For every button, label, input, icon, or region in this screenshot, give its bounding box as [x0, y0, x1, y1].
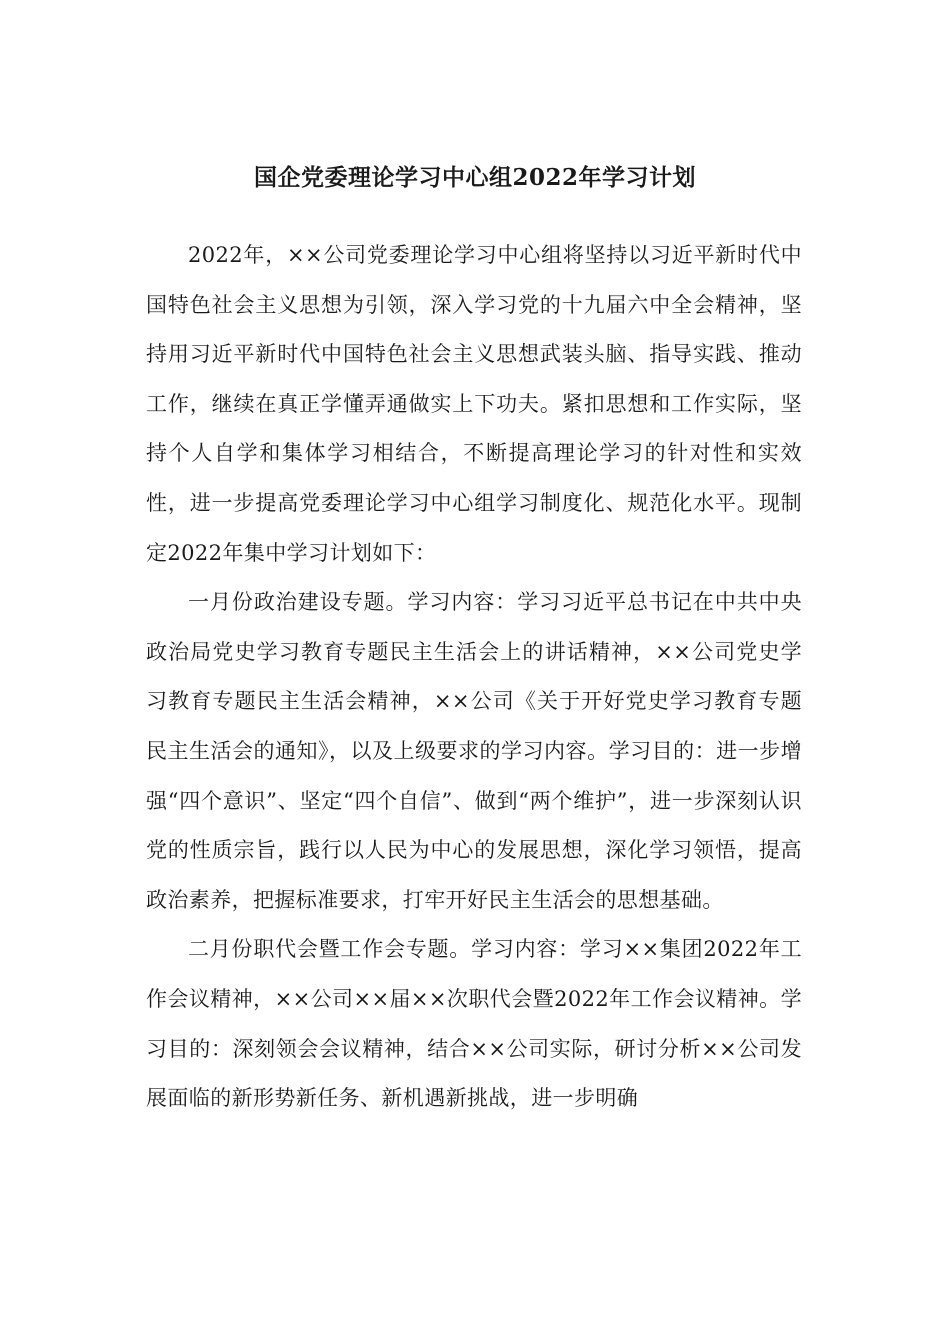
intro-paragraph: 2022年，××公司党委理论学习中心组将坚持以习近平新时代中国特色社会主义思想为引领，深入学习党的十九届六中全会精神，坚持用习近平新时代中国特色社会主义思想武装头脑、指导实践、推动工作，继续在真正学懂弄通做实上下功夫。紧扣思想和工作实际，坚持个人自学和集体学习相结合，不断提高理论学习的针对性和实效性，进一步提高党委理论学习中心组学习制度化、规范化水平。现制定2022年集中学习计划如下： — [146, 243, 802, 565]
document-body — [146, 231, 802, 1124]
january-paragraph: 一月份政治建设专题。学习内容：学习习近平总书记在中共中央政治局党史学习教育专题民主生活会上的讲话精神，××公司党史学习教育专题民主生活会精神，××公司《关于开好党史学习教育专题民主生活会的通知》，以及上级要求的学习内容。学习目的：进一步增强“四个意识”、坚定“四个自信”、做到“两个维护”，进一步深刻认识党的性质宗旨，践行以人民为中心的发展思想，深化学习领悟，提高政治素养，把握标准要求，打牢开好民主生活会的思想基础。 — [146, 590, 802, 912]
february-paragraph: 二月份职代会暨工作会专题。学习内容：学习××集团2022年工作会议精神，××公司××届××次职代会暨2022年工作会议精神。学习目的：深刻领会会议精神，结合××公司实际，研讨分析××公司发展面临的新形势新任务、新机遇新挑战，进一步明确 — [146, 937, 802, 1111]
document-title: 国企党委理论学习中心组2022年学习计划 — [253, 164, 696, 191]
